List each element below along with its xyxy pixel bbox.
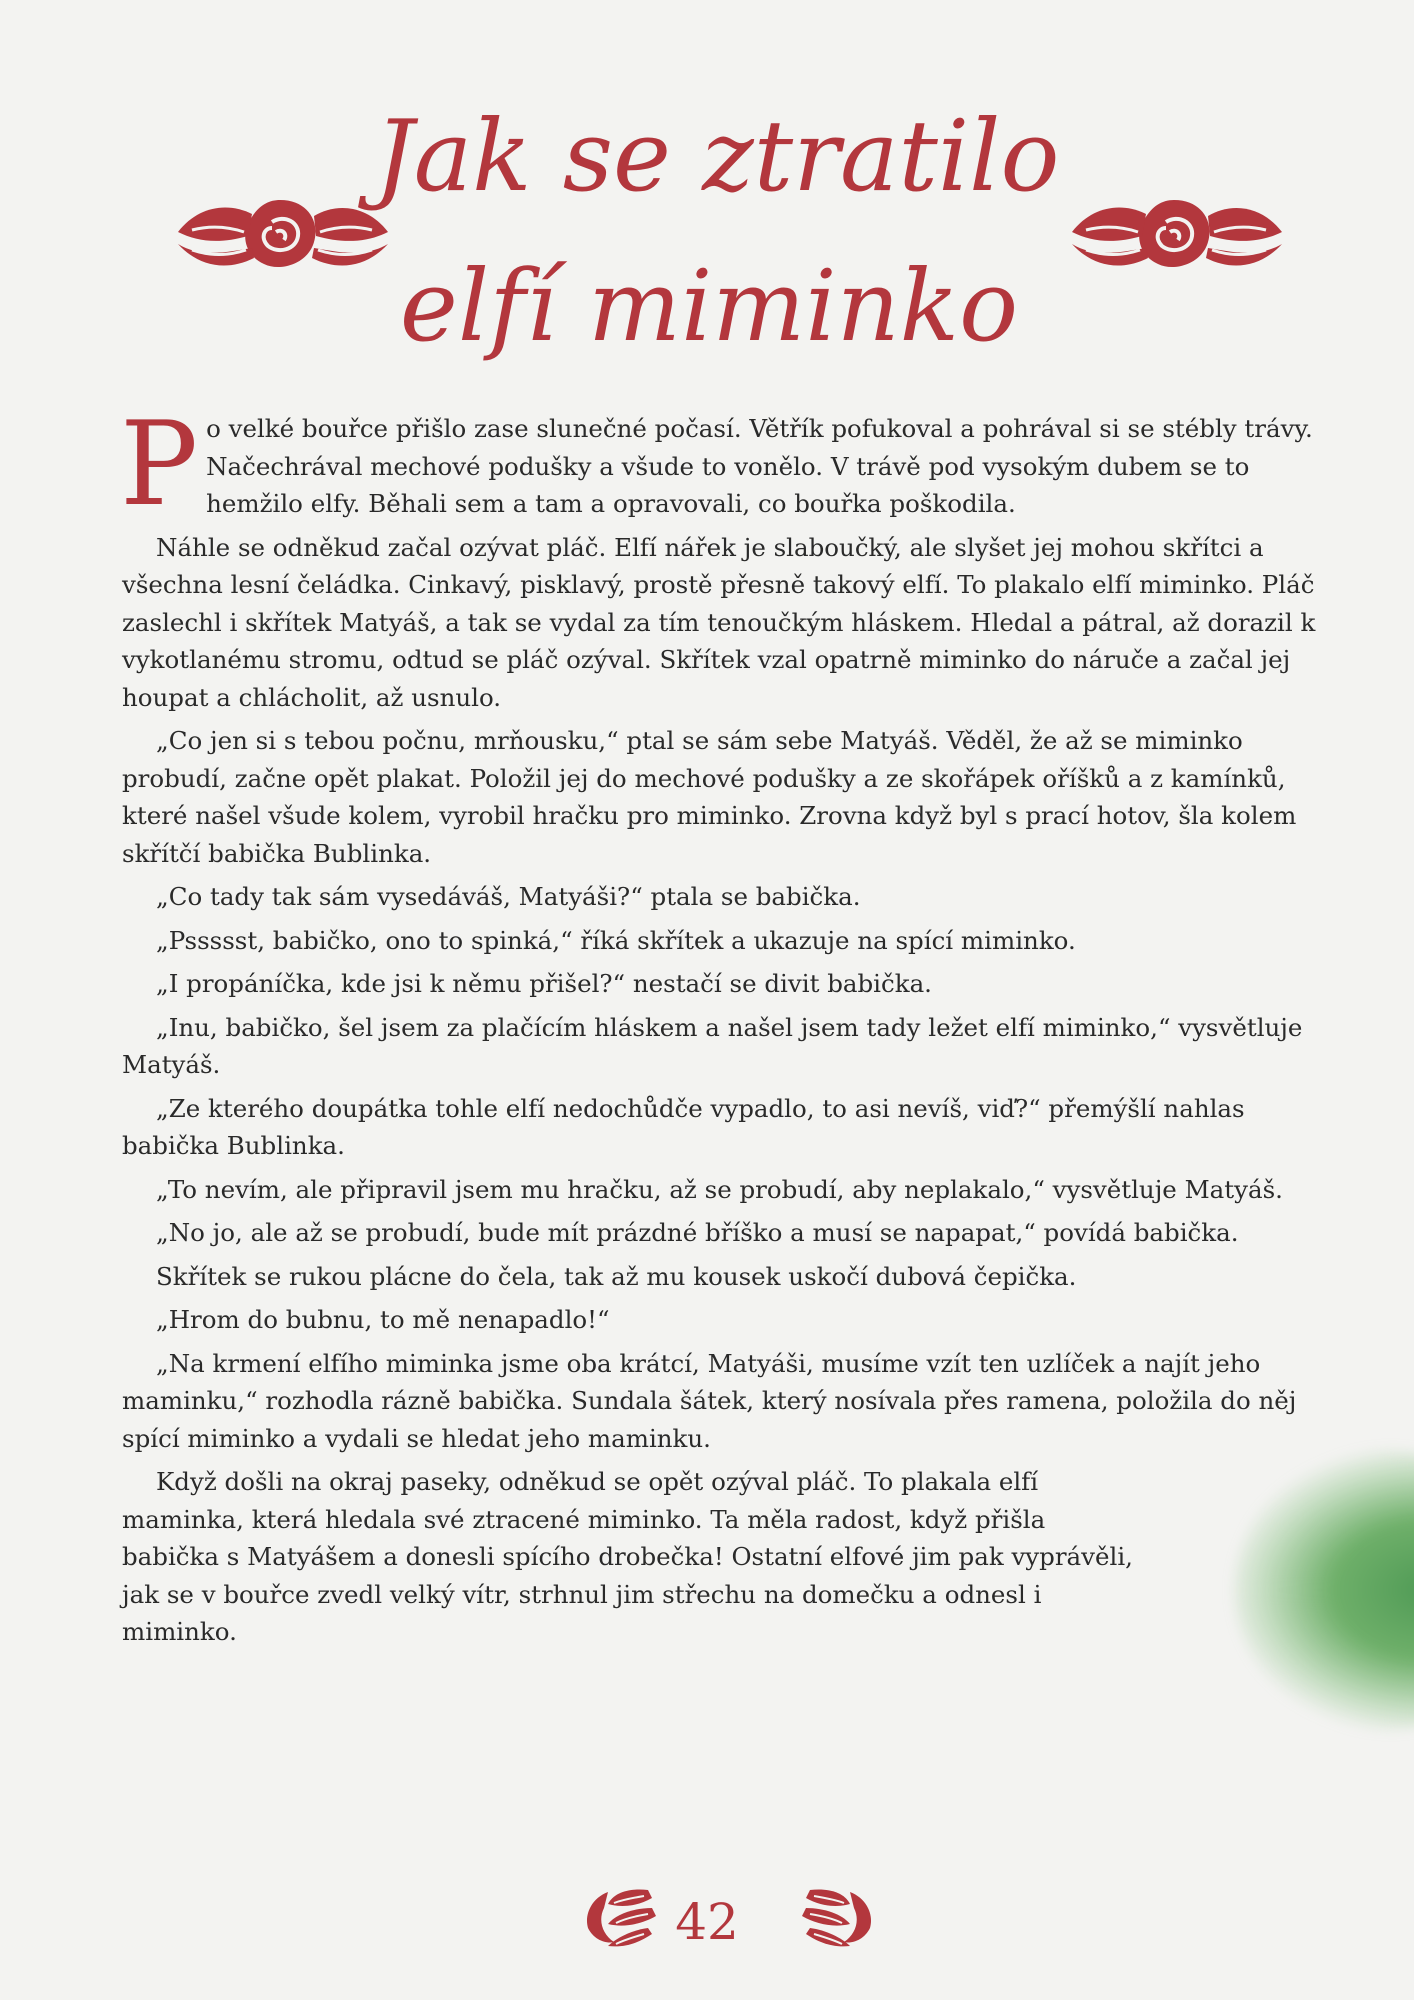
- paragraph: „Na krmení elfího miminka jsme oba krátcí, Matyáši, musíme vzít ten uzlíček a najít jeho maminku,“ rozhodla rázně babička. Sundala šátek, který nosívala přes ramena, položila do něj spící miminko a vydali se hledat jeho maminku.: [122, 1348, 1297, 1453]
- paragraph: „Ze kterého doupátka tohle elfí nedochůdče vypadlo, to asi nevíš, viď?“ přemýšlí nahlas babička Bublinka.: [122, 1093, 1245, 1160]
- paragraph-text: o velké bouřce přišlo zase slunečné počasí. Větřík pofukoval a pohrával si se stébly trávy. Načechrával mechové podušky a všude to vonělo. V trávě pod vysokým dubem se to hemžilo elfy. Běhali sem a tam a opravovali, co bouřka poškodila.: [206, 414, 1313, 518]
- paragraph: Náhle se odněkud začal ozývat pláč. Elfí nářek je slaboučký, ale slyšet jej mohou skřítci a všechna lesní čeládka. Cinkavý, pisklavý, prostě přesně takový elfí. To plakalo elfí miminko. Pláč zaslechl i skřítek Matyáš, a tak se vydal za tím tenoučkým hláskem. Hledal a pátral, až dorazil k vykotlanému stromu, odtud se pláč ozýval. Skřítek vzal opatrně miminko do náruče a začal jej houpat a chlácholit, až usnulo.: [122, 532, 1316, 712]
- page-title-line-2: elfí miminko: [399, 250, 1019, 364]
- paragraph: Když došli na okraj paseky, odněkud se opět ozýval pláč. To plakala elfí maminka, která hledala své ztracené miminko. Ta měla radost, když přišla babička s Matyášem a donesli spícího drobečka! Ostatní elfové jim pak vyprávěli, jak se v bouřce zvedl velký vítr, strhnul jim střechu na domečku a odnesl i miminko.: [122, 1467, 1133, 1646]
- paragraph-1: [120, 397, 1322, 532]
- drop-cap: P: [120, 397, 199, 532]
- paragraph: „No jo, ale až se probudí, bude mít prázdné bříško a musí se napapat,“ povídá babička.: [156, 1218, 1239, 1247]
- paragraph: „Co tady tak sám vysedáváš, Matyáši?“ ptala se babička.: [156, 882, 861, 911]
- page-title-line-1: Jak se ztratilo: [374, 100, 1060, 214]
- paragraph: „Inu, babičko, šel jsem za plačícím hláskem a našel jsem tady ležet elfí miminko,“ vysvětluje Matyáš.: [122, 1012, 1303, 1079]
- paragraph: „Pssssst, babičko, ono to spinká,“ říká skřítek a ukazuje na spící miminko.: [156, 925, 1076, 955]
- paragraph: „To nevím, ale připravil jsem mu hračku, až se probudí, aby neplakalo,“ vysvětluje Matyáš.: [156, 1174, 1283, 1204]
- paragraph: „Co jen si s tebou počnu, mrňousku,“ ptal se sám sebe Matyáš. Věděl, že až se miminko probudí, začne opět plakat. Položil jej do mechové podušky a ze skořápek oříšků a z kamínků, které našel všude kolem, vyrobil hračku pro miminko. Zrovna když byl s prací hotov, šla kolem skřítčí babička Bublinka.: [122, 726, 1297, 868]
- page-number: 42: [675, 1893, 739, 1951]
- paragraph: „Hrom do bubnu, to mě nenapadlo!“: [156, 1305, 610, 1334]
- story-text: [120, 397, 1322, 1657]
- paragraph: „I propáníčka, kde jsi k němu přišel?“ nestačí se divit babička.: [156, 969, 932, 998]
- paragraph: Skřítek se rukou plácne do čela, tak až mu kousek uskočí dubová čepička.: [156, 1261, 1077, 1291]
